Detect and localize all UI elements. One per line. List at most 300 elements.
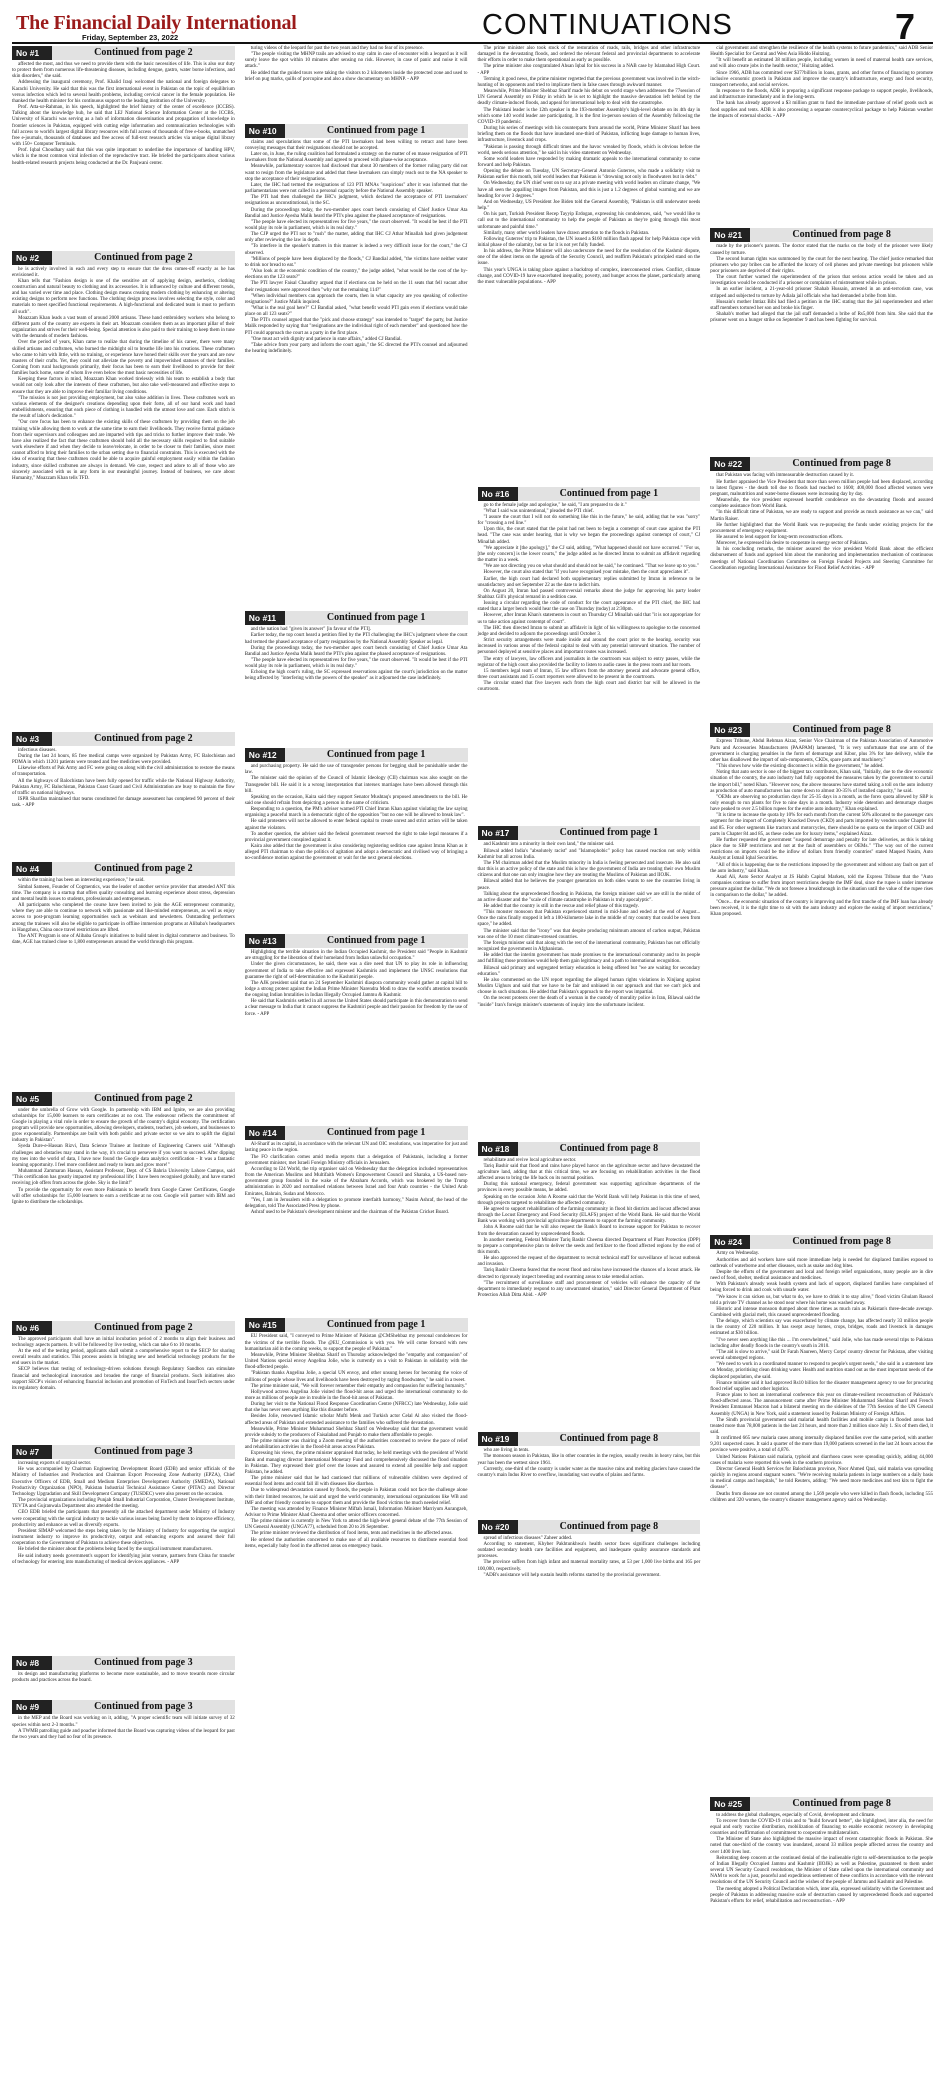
paragraph: He assured to lend support for long-term reconstruction efforts. bbox=[716, 535, 843, 540]
continuation-story bbox=[478, 1432, 701, 1516]
section-title: CONTINUATIONS bbox=[482, 9, 733, 41]
paragraph: He said protesters will not be allowed to enter federal capital to create unrest and strict action will be taken against the violators. bbox=[244, 819, 468, 831]
story-body bbox=[710, 46, 933, 224]
continuation-story bbox=[478, 487, 701, 823]
paragraph: Noting that auto sector is one of the biggest tax contributors, Khan said, "Initially, due to the dire economic situation of the country, the auto industry had fully supported the measures taken by the government to curtail the import bill," noted Khan. "However now, the above measures have started taking a toll on the auto industry as production of auto manufacturers has come down to almost 30-35% of installed capacity," he said. bbox=[710, 770, 933, 794]
story-number: No #14 bbox=[245, 1126, 285, 1140]
continued-from-label: Continued from page 8 bbox=[518, 1520, 701, 1534]
paragraph: In an earlier incident, a 21-year-old prisoner Shahab Hussain, arrested in an anti-terrorism case, was stripped and subjected to torture by Adiala jail officials who had demanded a bribe from him. bbox=[710, 287, 933, 299]
paragraph: Despite the efforts of the government and local and foreign relief organisations, many people are in dire need of food, shelter, medical assistance and medicines. bbox=[710, 1269, 933, 1282]
continuation-story bbox=[12, 251, 235, 728]
paragraph: With Pakistan's already weak health system and lack of support, displaced families have complained of being forced to drink and cook with unsafe water. bbox=[710, 1282, 933, 1294]
paragraph: CEO EDB briefed the participants that presently all the attached department under Ministry of Industry were cooperating with the surgical industry to tackle various issues being faced by them to improve efficiency, productivity and enhance as well as diversify exports. bbox=[12, 1510, 235, 1528]
story-number: No #3 bbox=[12, 732, 52, 746]
story-header bbox=[12, 1700, 235, 1714]
story-body bbox=[245, 764, 468, 930]
paragraph: "Once... the economic situation of the country is improving and the first tranche of the IMF loan has already been received, it is the right time to sit with the auto industry and explore the easing of import restrictions," Khan proposed. bbox=[710, 899, 933, 917]
story-number: No #23 bbox=[710, 723, 750, 737]
masthead bbox=[12, 6, 933, 47]
paragraph: He added that the interim government has made promises to the international community and to its people and fulfilling those promises would help them gain legitimacy and a path to international recognition. bbox=[477, 953, 701, 965]
paragraph: To another question, the adviser said the federal government reserved the right to take legal measures if a provincial government conspired against it. bbox=[244, 831, 468, 843]
paragraph: "We appreciate it [the apology]," the CJ said, adding, "What happened should not have occurred." "For us, [the only concern] is the lower courts," the judge added as he directed Imran to submit an affidavit regarding the matter in a week. bbox=[477, 545, 701, 564]
paragraph: Echoing the high court's ruling, the SC expressed reservations against the court's jurisdiction on the matter being affected by "interfering with the powers of the speaker" as it adjourned the case indefinitely. bbox=[244, 670, 468, 682]
paragraph: "This monster monsoon that Pakistan experienced started in mid-June and ended at the end of August... Once the rains finally stopped it left a 100-kilometre lake in the middle of my country that could be seen from space," he added. bbox=[477, 910, 701, 928]
paragraph: increasing exports of surgical sector. bbox=[18, 1461, 92, 1467]
paragraph: "We know it can sicken us, but what to do, we have to drink it to stay alive," flood victim Ghulam Rasool told a private TV channel as he stood near where his home was washed away. bbox=[710, 1294, 933, 1306]
story-number: No #2 bbox=[12, 251, 52, 265]
continuation-story bbox=[478, 46, 701, 483]
paragraph: Keeping these factors in mind, Moazzam Khan worked tirelessly with his team to establish a body that would not only look after the interests of these craftsmen, but also take well-measured and effective steps to ensure that they are able to improve their familiar living conditions. bbox=[12, 377, 235, 395]
paragraph: He briefed the minister about the problems being faced by the surgical instrument manufacturers. bbox=[18, 1547, 213, 1553]
paragraph: Some world leaders have responded by making dramatic appeals to the international community to come forward and help Pakistan. bbox=[477, 156, 701, 168]
continuation-story bbox=[710, 228, 933, 453]
continued-from-label: Continued from page 8 bbox=[750, 723, 933, 737]
paragraph: Meanwhile, Prime Minister Shehbaz Sharif on Thursday acknowledged the "empathy and compassion" of United Nations special envoy Angelina Jolie, who is currently on a visit to Pakistan in solidarity with the flood-affected people. bbox=[244, 1352, 468, 1371]
continuation-story bbox=[478, 826, 701, 1137]
paragraph: Bilawal said primary and segregated tertiary education is being offered but "we are waiting for secondary education." bbox=[477, 965, 701, 977]
continuation-story bbox=[12, 46, 235, 247]
continued-from-label: Continued from page 8 bbox=[750, 1797, 933, 1811]
paragraph: The monsoon season in Pakistan, like in other countries in the region, usually results in heavy rains, but this year has been the wettest since 1961. bbox=[477, 1454, 701, 1466]
paragraph: Talking about the unprecedented flooding in Pakistan, the foreign minister said we are still in the midst of an active disaster and the "scale of climate catastrophe in Pakistan is truly apocalyptic". bbox=[477, 891, 701, 903]
paragraph: On August 20, Imran had passed controversial remarks about the judge for approving his party leader Shahbaz Gill's physical remand in a sedition case. bbox=[477, 588, 701, 600]
story-header bbox=[710, 723, 933, 737]
paragraph: "The people have elected its representatives for five years," the court observed. "It would be best if the PTI would play its role in parliament, which is its real duty." bbox=[244, 219, 468, 231]
paragraph: The FO clarification comes amid media reports that a delegation of Pakistanis, including a former government minister, met Israeli Foreign Ministry officials in Jerusalem. bbox=[244, 1154, 468, 1166]
paragraph: The foreign minister said that along with the rest of the international community, Pakistan has not officially recognized the government in Afghanistan. bbox=[477, 940, 701, 953]
story-header bbox=[12, 1656, 235, 1670]
continued-from-label: Continued from page 8 bbox=[518, 1432, 701, 1446]
paragraph: "OEMs are observing no production days for 25-35 days in a month, as the forex quota allowed by SBP is only enough to run plants for five to nine days in a month. Industry wide detention and demurrage charges have peaked to over 2.5 billion rupees for the entire auto industry," Khan explained. bbox=[710, 794, 933, 813]
paragraph: He was accompanied by Chairman Engineering Development Board (EDB) and senior officials of the Ministry of Industries and Production and Chairman Export Processing Zone Authority (EPZA), Chief Executive Officers of EDB, Small and Medium Enterprises Development Authority (SMEDA), National Productivity Organization (NPO), Pakistan Industrial Technical Assistance Center (PITAC) and Director Technology Upgradation and Skill Development Company (TUSDEC) were also present on the occasion. bbox=[12, 1467, 235, 1497]
continued-from-label: Continued from page 3 bbox=[52, 1656, 235, 1670]
continued-from-label: Continued from page 2 bbox=[52, 1321, 235, 1335]
story-number: No #25 bbox=[710, 1797, 750, 1811]
paragraph: In another meeting, Federal Minister Tariq Bashir Cheema directed Department of Plant Protection (DPP) to prepare a comprehensive plan to deliver the seeds and fertilizer to the flood affected regions by the end of this month. bbox=[477, 1237, 701, 1255]
story-header bbox=[12, 1092, 235, 1106]
newspaper-title: The Financial Daily International bbox=[16, 12, 297, 34]
paragraph: "When individual members can approach the courts, then in what capacity are you speaking of collective resignations?" Justice Malik inquired. bbox=[244, 293, 468, 305]
paragraph: its design and manufacturing platforms to become more sustainable, and to move towards more circular products and practices across the board. bbox=[12, 1671, 235, 1683]
paragraph: Muhammad Zammaran Hassan, Assistant Professor, Dept. of CS Bahria University Lahore Campus, said "This certification has greatly impacted my professional life; I have been recognised globally, and have started receiving job offers from across the globe. Sky is the limit!" bbox=[12, 1169, 235, 1187]
paragraph: The meeting adopted a Political Declaration which, inter alia, expressed solidarity with the Government and people of Pakistan in addressing massive scale of destruction caused by unprecedented floods and supported Pakistan's efforts for relief, rehabilitation and reconstruction. - APP bbox=[710, 1886, 933, 1904]
story-body bbox=[478, 503, 701, 823]
paragraph: President SIMAP welcomed the steps being taken by the Ministry of Industry for supporting the surgical instrument industry to improve its productivity, output and enhancing exports and assured their full cooperation to the Government of Pakistan to achieve these objectives. bbox=[12, 1528, 235, 1547]
paragraph: turing videos of the leopard for past the two years and they had no fear of its presence. bbox=[250, 46, 424, 51]
story-header bbox=[710, 457, 933, 471]
paragraph: The entry of lawyers, law officers and journalists in the courtroom was subject to entry passes, while the registrar of the high court also provided the facility to listen to audio cases in the press room and bar room. bbox=[477, 656, 701, 668]
paragraph: Tariq Bashir Cheema feared that the recent flood and rains have increased the chances of a locust attack. He directed to rigorously inspect breeding and swarming areas to take remedial action. bbox=[477, 1268, 701, 1280]
story-header bbox=[478, 1142, 701, 1156]
story-number: No #11 bbox=[245, 611, 285, 625]
paragraph: The Minister of State also highlighted the massive impact of recent catastrophic floods in Pakistan. She noted that one-third of the country was inundated, around 33 million people affected across the country and over 1400 lives lost. bbox=[710, 1837, 933, 1855]
paragraph: Khan tells that "Fashion design is one of the sensitive art of applying design, aesthetics, clothing construction and natural beauty to clothing and its accessories. It is influenced by culture and different trends, and has varied over time and place. Clothing design means creating modern clothing by enhancing or altering existing designs to perform new functions. The clothing design process involves selecting the style, color and materials to meet specified functional requirements. A high-functional and dedicated team is must to perform all such". bbox=[12, 278, 235, 315]
story-header bbox=[710, 1797, 933, 1811]
paragraph: To provide the opportunity for even more Pakistanis to benefit from Google Career Certificates, Google will offer scholarships for 15,000 learners to earn a certificate at no cost. Google will partner with IBM and Ignite to distribute the scholarships. bbox=[12, 1187, 235, 1205]
story-header bbox=[12, 732, 235, 746]
continued-from-label: Continued from page 8 bbox=[750, 457, 933, 471]
story-body bbox=[12, 1672, 235, 1697]
story-number: No #6 bbox=[12, 1321, 52, 1335]
paragraph: "I assure the court that I will not do something like this in the future," he said, adding that he was "sorry" for "crossing a red line." bbox=[477, 514, 701, 527]
paragraph: Prof. Iqbal Choudhary said that this was quite important to underline the importance of handling HPV, which is the most common viral infection of the reproductive tract. He briefed the participants about various health-related research projects being conducted at the Dr. Panjwani center. bbox=[12, 148, 235, 166]
story-body bbox=[478, 1158, 701, 1429]
story-number: No #15 bbox=[245, 1318, 285, 1332]
story-header bbox=[245, 124, 468, 138]
paragraph: He further requested the government "suspend demurrage and penalty for late deliveries, as this is taking place due to SBP restrictions and not at the fault of assemblers or OEMs." "The way out of the current restrictions on imports could be the inflow of dollars from friendly countries" stated Maqsed Nasim, Auto Analyst at Ismail Iqbal Securities. bbox=[710, 837, 933, 862]
paragraph: "The people visiting the MHNP trails are advised to stay calm in case of encounter with a leopard as it will surely leave the spot within 10 minutes after sensing no risk. However, in case of panic and noise it will attack." bbox=[244, 52, 468, 70]
continuation-story bbox=[245, 748, 468, 930]
paragraph: Deaths from disease are not counted among the 1,569 people who were killed in flash floods, including 555 children and 320 women, the country's disaster management agency said on Wednesday. bbox=[710, 1491, 933, 1503]
paragraph: The Pakistani leader is the 12th speaker in the 193-member Assembly's high-level debate on its 4th day in which some 140 world leader are participating. It is the first in-person session of the Assembly following the COVID-19 pandemic. bbox=[477, 107, 701, 125]
continuation-story bbox=[710, 1797, 933, 2096]
paragraph: "The mission is not just providing employment, but also value addition in lives. These craftsmen work on various elements of the designer's creations depending upon their forte, all of our hand work and hand embellishments, ensuring that each piece of clothing is handled with the utmost love and care. Each stitch is the result of labor's dedication." bbox=[12, 395, 235, 420]
paragraph: Express Tribune, Abdul Rehman Aizaz, Senior Vice Chairman of the Pakistan Association of Automotive Parts and Accessories Manufacturers (PAAPAM) lamented, "It is very unfortunate that one arm of the government is charging penalties in the form of demurrage and Kibor, plus 3% for late delivery, while the other has disallowed the import of sub-components, CKDs, spare parts and machinery." bbox=[710, 739, 933, 763]
story-number: No #5 bbox=[12, 1092, 52, 1106]
paragraph: Earlier, the high court had declared both supplementary replies submitted by Imran in reference to be unsatisfactory and set September 22 as the date to indict him. bbox=[477, 576, 701, 588]
paragraph: During the last 24 hours, 85 free medical camps were organized by Pakistan Army, FC Balochistan and PDMA in which 11201 patients were treated and free medicines were provided. bbox=[12, 753, 235, 766]
continuation-story bbox=[710, 1235, 933, 1792]
paragraph: The ANT Program is one of Alibaba Group's initiatives to build talent in digital commerce and business. To date, AGE has trained close to 1,800 entrepreneurs around the world through this program. bbox=[12, 933, 235, 945]
paragraph: Later, the IHC had termed the resignations of 123 PTI MNAs "suspicious" after it was informed that the parliamentarians were not called in a personal capacity before the National Assembly speaker. bbox=[244, 182, 468, 195]
paragraph: And on Wednesday, US President Joe Biden told the General Assembly, "Pakistan is still underwater needs help." bbox=[477, 199, 701, 212]
column-2 bbox=[245, 46, 468, 2100]
continued-from-label: Continued from page 3 bbox=[52, 1445, 235, 1459]
paragraph: To recover from the COVID-19 crisis and to "build forward better", she highlighted, inter alia, the need for equal and early vaccine distribution, mobilization of financing to enable economic recovery in developing countries and reaffirmation of commitment to cooperative multilateralism. bbox=[710, 1818, 933, 1837]
paragraph: Hussain's mother Imtiaz Bibi had filed a petition in the IHC stating that the jail superintendent and other staff members tortured her son and broke his finger. bbox=[710, 299, 933, 311]
paragraph: He also approved the request of the department to recruit technical staff for surveillance of locust outbreak and invasion. bbox=[477, 1256, 701, 1268]
story-body bbox=[12, 1108, 235, 1317]
story-body bbox=[245, 46, 468, 120]
story-number: No #4 bbox=[12, 862, 52, 876]
continued-from-label: Continued from page 8 bbox=[518, 1142, 701, 1156]
paragraph: The IHC then directed Imran to submit an affidavit in light of his willingness to apologise to the concerned judge and decided to adjourn the proceedings until October 3. bbox=[477, 625, 701, 637]
paragraph: "To interfere in the speaker's matters in this manner is indeed a very difficult issue for the court," the CJ observed. bbox=[244, 244, 468, 256]
continuation-story bbox=[710, 457, 933, 719]
continued-from-label: Continued from page 1 bbox=[285, 1318, 468, 1332]
paragraph: Due to widespread devastation caused by floods, the people in Pakistan could not face the challenge alone with their limited resources, he said and urged the world community, international organizations like WB and IMF and other friendly countries to support them and provide the flood victims the much needed relief. bbox=[244, 1488, 468, 1506]
story-body bbox=[12, 267, 235, 728]
paragraph: Meanwhile, Prime Minister Muhammad Shehbaz Sharif on Wednesday said that the government would provide subsidy to the producers of Faisalabad and Punjab to make them affordable to people. bbox=[244, 1426, 468, 1438]
paragraph: The second human rights was summoned by the court for the next hearing. The chief justice remarked that prisoners who pay bribes can be afforded the luxury of cell phones and private meetings but prisoners while poor prisoners are deprived of their rights. bbox=[710, 256, 933, 274]
story-body bbox=[478, 46, 701, 483]
paragraph: "What I said was unintentional," pleaded the PTI chief. bbox=[483, 508, 594, 514]
paragraph: Responding to a question, the PM's adviser warned PTI Chief Imran Khan against violating the law saying organising a peaceful march in a democratic right of the opposition "but no one will be allowed to break law". bbox=[244, 807, 468, 819]
continued-from-label: Continued from page 1 bbox=[285, 124, 468, 138]
paragraph: However, after Imran Khan's statements in court on Thursday CJ Minallah said that "it is not appropriate for us to take action against contempt of court". bbox=[477, 613, 701, 625]
paragraph: in the MEP and the Board was working on it, adding, "A proper scientific team will initiate survey of 32 species within next 2-3 months." bbox=[12, 1716, 235, 1728]
paragraph: Strict security arrangements were made inside and around the court prior to the hearing. security was increased in various areas of the federal capital to deal with any potential untoward situation. The number of personnel deployed at sensitive places and important routes was increased. bbox=[477, 638, 701, 656]
paragraph: Al-Sharif as its capital, in accordance with the relevant UN and OIC resolutions, was imperative for just and lasting peace in the region. bbox=[244, 1142, 468, 1154]
story-number: No #13 bbox=[245, 934, 285, 948]
story-number: No #10 bbox=[245, 124, 285, 138]
paragraph: A TWMB patrolling guide and poacher informed that the Board was capturing videos of the leopard for past the two years and they had no fear of its presence. bbox=[12, 1728, 235, 1740]
story-body bbox=[12, 1461, 235, 1652]
story-body bbox=[12, 1716, 235, 1741]
story-header bbox=[12, 1445, 235, 1459]
story-body bbox=[245, 950, 468, 1122]
paragraph: and Kashmir into a minority in their own land," the minister said. bbox=[483, 842, 615, 848]
paragraph: The FM chairman added that the Muslim minority in India is feeling persecuted and insecure. He also said that this is an active policy of the state and this is how the government of India are treating their own Muslim citizens and that one can only imagine how they are treating the Muslims of Pakistan and IIOJK. bbox=[477, 860, 701, 879]
paragraph: Since 1966, ADB has committed over $37?billion in loans, grants, and other forms of financing to promote inclusive economic growth in Pakistan and improve the country's infrastructure, energy and food security, transport networks, and social services. bbox=[710, 70, 933, 88]
paragraph: "Pakistan thanks Angelina Jolie, a special UN envoy, and other unsung heroes for becoming the voice of millions of people whose lives and livelihoods have been destroyed by raging floodwaters," he said in a tweet. bbox=[244, 1371, 468, 1383]
paragraph: cial government and strengthen the resilience of the health systems to future pandemics," said ADB Senior Health Specialist for Central and West Asia Hiddo Huitzing. bbox=[710, 46, 933, 58]
paragraph: "It will benefit an estimated 38 million people, including women in need of maternal health care services, and will also create jobs in the health sector," Huitzing added. bbox=[710, 58, 933, 70]
paragraph: Army on Wednesday. bbox=[716, 1251, 760, 1257]
paragraph: All participants who completed the course have been invited to join the AGE entrepreneur community, where they are able to continue to network with passionate and like-minded entrepreneurs, as well as enjoy access to post-program learning opportunities such as webinars and newsletters. Outstanding performers among the trainees will also be eligible to participate in offline immersion programs at Alibaba's headquarters in Hangzhou, China once travel restrictions are lifted. bbox=[12, 903, 235, 933]
story-body bbox=[478, 1536, 701, 1622]
paragraph: The PTI lawyer Faisal Chaudhry argued that if elections can be held on the 11 seats that fell vacant after their resignations were approved then "why not the remaining 114?" bbox=[244, 281, 468, 293]
paragraph: During her visit to the National Flood Response Coordination Centre (NFRCC) late Wednesday, Jolie said that she has never seen anything like this disaster before. bbox=[244, 1402, 468, 1414]
continuation-story bbox=[245, 46, 468, 120]
paragraph: He further highlighted that the World Bank was re-purposing the funds under existing projects for the procurement of emergency equipment. bbox=[710, 522, 933, 534]
paragraph: "ADB's assistance will help sustain health reforms started by the provincial government. bbox=[483, 1572, 661, 1578]
paragraph: The prime minister is currently in New York to attend the high-level general debate of the 77th Session of UN General Assembly (UNGA77), scheduled from 20 to 26 September. bbox=[244, 1519, 468, 1531]
paragraph: On his part, Turkish President Recep Tayyip Erdogan, expressing his condolences, said, "we would like to call out to the international community to help the people of Pakistan as they're going through this most unfortunate and painful time." bbox=[477, 212, 701, 230]
paragraph: Expressing his views, the prime minister appraised that today, he held meetings with the president of World Bank and managing director International Monetary Fund and comprehensively discussed the flood situation in Pakistan. They expressed their grief over the losses and assured to extend all possible help and support Pakistan, he added. bbox=[244, 1451, 468, 1475]
paragraph: The minister said the opinion of the Council of Islamic Ideology (CII) chairman was also sought on the Transgender bill. He said it is a wrong interpretation that intersex marriages have been allowed through this bill. bbox=[244, 776, 468, 794]
story-header bbox=[12, 862, 235, 876]
story-body bbox=[12, 1337, 235, 1442]
continued-from-label: Continued from page 2 bbox=[52, 1092, 235, 1106]
paragraph: This year's UNGA is taking place against a backdrop of complex, interconnected crises. Conflict, climate change, and COVID-19 have exacerbated inequality, poverty, and hunger across the planet, particularly among the most vulnerable populations. - APP bbox=[477, 267, 701, 285]
paragraph: Kaira also added that the government is also considering registering sedition case against Imran Khan as it alleged PTI chairman to shun the politics of agitation and adopt a democratic and civilised way of bringing a no-confidence motion against the government or wait for the next general elections. bbox=[244, 844, 468, 862]
paragraph: The provincial organizations including Punjab Small Industrial Corporation, Cluster Development Institute, TEVTA and Gujranwala Department also attended the meeting. bbox=[12, 1498, 235, 1510]
story-body bbox=[245, 1142, 468, 1314]
paragraph: He also commented on the UN report regarding the alleged human rights violations in Xinjiang against Muslim Uighurs and said that we have to be fair and unbiased in our approach and that we can't pick and choose in such situations. He added that Pakistan's approach to the report was impartial. bbox=[477, 977, 701, 996]
paragraph: Authorities and aid workers have said more immediate help is needed for displaced families exposed to outbreak of waterborne and other diseases, such as snake and dog bites. bbox=[710, 1257, 933, 1269]
paragraph: He said industry needs government's support for identifying joint venture, partners from China for transfer of technology for entering into manufacturing of medical devices appliances. - APP bbox=[12, 1553, 235, 1565]
paragraph: Likewise efforts of Pak Army and FC were going on along with the civil administration to restore the means of transportation. bbox=[12, 766, 235, 778]
paragraph: Tariq Bashir said that flood and rains have played havoc on the agriculture sector and have devastated the agriculture land, adding that at this critical time, we are focusing on rehabilitation activities in the flood affected areas to bring the life back on its normal position. bbox=[477, 1163, 701, 1182]
paragraph: The prime minister reviewed the distribution of food items, tents and medicines in the affected areas. bbox=[250, 1531, 453, 1537]
paragraph: Upon this, the court stated that the point had not been to begin a contempt of court case against the PTI head. "The case was under hearing, that is why we began the proceedings against contempt of court," CJ Minallah added. bbox=[477, 527, 701, 545]
paragraph: During his series of meetings with his counterparts from around the world, Prime Minister Sharif has been briefing them on the floods that have inundated one-third of Pakistan, inflicting huge damage to human lives, infrastructure, livestock and crops. bbox=[477, 126, 701, 144]
continued-from-label: Continued from page 1 bbox=[285, 934, 468, 948]
story-body bbox=[12, 62, 235, 247]
paragraph: Currently, one-third of the country is under water as the massive rains and melting glaciers have caused the country's main Indus River to overflow, inundating vast swaths of plains and farms. bbox=[477, 1466, 701, 1478]
paragraph: "The people have elected its representatives for five years," the court observed. "It would be best if the PTI would play its role in parliament, which is its real duty." bbox=[244, 657, 468, 670]
paragraph: Meanwhile, Prime Minister Shehbaz Sharif made his debut on world stage when addresses the 77session of UN General Assembly on Friday in which he is set to highlight the massive devastation left behind by the deadly climate-induced floods, and appeal for international help to deal with the catastrophe. bbox=[477, 89, 701, 107]
paragraph: Following Guterres' trip to Pakistan, the UN issued a $160 million flash appeal for help Pakistan cope with initial phase of the calamity, but so far it is not yet fully funded. bbox=[477, 236, 701, 248]
paragraph: According to I24 World, the trip organiser said on Wednesday that the delegation included representatives from the American Muslims and Multifaith Women's Empowerment Council and Sharaka, a US-based non-government group founded in the wake of the Abraham Accords, which was brokered by the Trump administration in 2020 and normalised relations between Israel and four Arab countries - the United Arab Emirates, Bahrain, Sudan and Morocco. bbox=[244, 1166, 468, 1197]
paragraph: and purchasing property. He said the use of transgender persons for begging shall be punishable under the law. bbox=[244, 764, 468, 776]
continuation-story bbox=[12, 1656, 235, 1697]
story-header bbox=[478, 826, 701, 840]
paragraph: Over the period of years, Khan came to realize that during the timeline of his career, there were many skilled artisans and craftsmen, who burned the midnight oil to breathe life into his creations. These craftsmen who came to him with little, with no training, or experience have honed their skills over the years and are now masters of their crafts. Yet, they could not alleviate the poverty and impoverished statuses of their families. Coming from rural backgrounds primarily, their focus has been to earn their livelihood to provide for their families back home, some of whom live even below the most basic necessities of life. bbox=[12, 340, 235, 377]
continuation-story bbox=[245, 934, 468, 1122]
paragraph: and the nation had "given its answer" [in favour of the PTI]. bbox=[250, 627, 371, 633]
continued-from-label: Continued from page 1 bbox=[285, 748, 468, 762]
paragraph: On the recent protests over the death of a woman in the custody of morality police in Iran, Bilawal said the "inside" Iran's foreign minister's statements of inquiry into the unfortunate incident. bbox=[477, 996, 701, 1008]
story-body bbox=[478, 842, 701, 1137]
paragraph: "In this difficult time of Pakistan, we are ready to support and provide as much assistance as we can," said Martin Raiser. bbox=[710, 510, 933, 522]
continuation-story bbox=[12, 1700, 235, 1741]
paragraph: "All of this is happening due to the restrictions imposed by the government and without any fault on part of the auto industry," said Khan. bbox=[710, 862, 933, 874]
paragraph: The prime minister also congratulated Ahsan Iqbal for his success in a NAB case by Islamabad High Court. - APP bbox=[477, 64, 701, 76]
continued-from-label: Continued from page 1 bbox=[285, 1126, 468, 1140]
paragraph: Highlighting the terrible situation in the Indian Occupied Kashmir, the President said "People in Kashmir are struggling for the liberation of their homeland from Indian unlawful occupation." bbox=[244, 950, 468, 962]
paragraph: "What is the real goal here?" CJ Bandial asked, "what benefit would PTI gain even if elections would take place on all 123 seats?" bbox=[244, 306, 468, 318]
story-number: No #8 bbox=[12, 1656, 52, 1670]
continuation-story bbox=[12, 862, 235, 1087]
paragraph: "Yes, I am in Jerusalem with a delegation to promote interfaith harmony," Nasim Ashraf, the head of the delegation, told The Associated Press by phone. bbox=[244, 1197, 468, 1209]
paragraph: "I've never seen anything like this ... I'm overwhelmed," said Jolie, who has made several trips to Pakistan including after deadly floods in the country's south in 2010. bbox=[710, 1337, 933, 1349]
paragraph: The meeting was attended by Finance Minister Miftah Ismail, Information Minister Marriyum Aurangzeb, Advisor to Prime Minister Ahad Cheema and other senior officers concerned. bbox=[244, 1506, 468, 1518]
story-header bbox=[478, 1432, 701, 1446]
story-header bbox=[710, 1235, 933, 1249]
paragraph: within the training has been an interesting experience," he said. bbox=[18, 878, 145, 884]
paragraph: ISPR Sharifan maintained that teams constituted for damage assessment has completed 90 percent of their task. - APP bbox=[12, 797, 235, 809]
paragraph: Shahab's mother had alleged that the jail staff demanded a bribe of Rs5,000 from him. She said that the prisoner went on a hunger strike on September 9 and has been fighting for survival. bbox=[710, 312, 933, 324]
story-body bbox=[245, 627, 468, 744]
continued-from-label: Continued from page 2 bbox=[52, 732, 235, 746]
continued-from-label: Continued from page 8 bbox=[750, 1235, 933, 1249]
paragraph: John A Roome said that he will also request the Bank's Board to increase support for Pakistan to recover from the devastation caused by unprecedented floods. bbox=[477, 1225, 701, 1237]
story-number: No #22 bbox=[710, 457, 750, 471]
paragraph: Addressing the inaugural ceremony, Prof. Khalid Iraqi welcomed the national and foreign delegates to Karachi University. He said that this was the first international event in Pakistan on the topic of equilibrium versus infection which led to several health problems, including cervical cancer in the female population. He thanked the health minister for his continuous support to the leading institution of the University. bbox=[12, 80, 235, 104]
paragraph: In his address, the Prime Minister will also underscore the need for the resolution of the Kashmir dispute, one of the oldest items on the agenda of the Security Council, and reaffirm Pakistan's principled stand on the issue. bbox=[477, 249, 701, 267]
paragraph: Asad Ali, Auto Sector Analyst at JS Habib Capital Markets, told the Express Tribune that the "Auto companies continue to suffer from import restrictions despite the IMF deal, since the rupee is under immense pressure against the dollar. "We do not foresee a breakthrough in the situation until the value of the rupee rises in comparison to the dollar," he added. bbox=[710, 874, 933, 899]
paragraph: "This shows how wide the existing disconnect is within the government," he added. bbox=[716, 764, 884, 770]
paragraph: Speaking on the occasion John A Roome said that the World Bank will help Pakistan in this time of need, through projects targeted to rehabilitate the affected community. bbox=[477, 1194, 701, 1206]
story-number: No #24 bbox=[710, 1235, 750, 1249]
continuation-story bbox=[710, 723, 933, 1231]
paragraph: "Pakistan is passing through difficult times and the havoc wreaked by floods, which is obvious before the world, needs serious attention," he said in his video statement on Wednesday. bbox=[477, 144, 701, 156]
story-header bbox=[12, 46, 235, 60]
story-header bbox=[12, 1321, 235, 1335]
paragraph: United Nations Pakistan said malaria, typhoid and diarrhoea cases were spreading quickly, adding 44,000 cases of malaria were reported this week in the southern province. bbox=[710, 1454, 933, 1466]
continuation-story bbox=[12, 1321, 235, 1442]
continuation-story bbox=[245, 611, 468, 744]
paragraph: During the proceedings today, the two-member apex court bench consisting of Chief Justice Umar Ata Bandial and Justice Ayesha Malik heard the PTI's plea against the phased acceptance of resignations. bbox=[244, 645, 468, 657]
paragraph: The prime minister said, "We will forever remember their empathy and compassion for suffering humanity." bbox=[250, 1383, 468, 1389]
story-header bbox=[245, 934, 468, 948]
story-number: No #16 bbox=[478, 487, 518, 501]
paragraph: The prime minister said that he had cautioned that millions of vulnerable children were deprived of essential food items and could fall ill with diseases like diarrhea. bbox=[244, 1476, 468, 1488]
story-header bbox=[245, 1318, 468, 1332]
paragraph: The Sindh provincial government said malarial health facilities and mobile camps in flooded areas had treated more than 78,000 patients in the last 24 hours, and more than 2 million since July 1. Six of them died, it said. bbox=[710, 1417, 933, 1435]
paragraph: EU President said, "I conveyed to Prime Minister of Pakistan @CMShehbaz my personal condolences for the victims of the terrible floods. The @EU_Commission is with you. We will come forward with new humanitarian aid in the coming weeks, to support the people of Pakistan." bbox=[244, 1334, 468, 1352]
paragraph: According to statement, Khyber Pakhtunkhwa's health sector faces significant challenges including outdated secondary health care facilities and equipment, and inadequate quality assurance standards and processes. bbox=[477, 1542, 701, 1560]
page-number: 7 bbox=[894, 6, 915, 47]
paragraph: "The aid is slow to arrive," said Dr Farah Naureen, Mercy Corps' country director for Pakistan, after visiting several submerged regions. bbox=[710, 1349, 933, 1362]
story-header bbox=[245, 611, 468, 625]
paragraph: However, the court also stated that "if you have recognised your mistake, then the court appreciates it". bbox=[483, 570, 690, 576]
continuation-story bbox=[478, 1520, 701, 1622]
paragraph: to address the global challenges, especially of Covid, development and climate. bbox=[716, 1812, 876, 1818]
paragraph: On Wednesday, the UN chief went on to say at a private meeting with world leaders on climate change, "We have all seen the appalling images from Pakistan, and this is just a 1.2 degrees of global warming and we are heading for over 3 degrees." bbox=[477, 181, 701, 199]
paragraph: "We are not directing you on what should and should not be said," he continued. "That we leave up to you." bbox=[483, 564, 699, 570]
continuation-story bbox=[12, 732, 235, 859]
paragraph: Under the given circumstances, he said, there was a dire need that UN to play its role in influencing government of India to take effective and expressed Kashmiris and implement the UNSC resolutions that guarantee the right of self-determination to the Kashmiri people. bbox=[244, 962, 468, 980]
paragraph: Terming it good news, the prime minister regretted that the previous government was involved in the witch-hunting of its opponents and tried to implicate them in false cases through awkward manner. bbox=[477, 76, 701, 88]
paragraph: It confirmed 665 new malaria cases among internally displaced families over the same period, with another 9,201 suspected cases. It said a quarter of the more than 19,000 patients screened in the last 24 hours across the province were positive, a total of 4,876. bbox=[710, 1436, 933, 1454]
story-number: No #7 bbox=[12, 1445, 52, 1459]
paragraph: He added that the guided tours were taking the visitors to 2 kilometers inside the protected zone and used to brief on pug marks, quills of porcupine and also a show documentary on MHNP. - APP bbox=[244, 70, 468, 82]
paragraph: Finance minister said it had approved Rs10 billion for the disaster management agency to use for procuring flood relief supplies and other logistics. bbox=[710, 1380, 933, 1392]
continued-from-label: Continued from page 3 bbox=[52, 1700, 235, 1714]
continuation-story bbox=[478, 1142, 701, 1429]
continuation-story bbox=[245, 124, 468, 607]
paragraph: Issuing a circular regarding the code of conduct for the court appearance of the PTI chief, the IHC had stated that a larger bench would hear the case on Thursday (today) at 2:30pm. bbox=[477, 601, 701, 613]
paragraph: At the end of the testing period, applicants shall submit a comprehensive report to the SECP for sharing overall results and statistics. This process assists in bringing new and beneficial technology products for the end users in the market. bbox=[12, 1348, 235, 1367]
paragraph: The PTI's counsel argued that the "pick and choose strategy" was intended to "target" the party, but Justice Malik responded by saying that "resignations are the individual right of each member" and questioned how the PTI could approach the court as a party in the first place. bbox=[244, 318, 468, 336]
paragraph: "We need to work in a coordinated manner to respond to people's urgent needs," she said in a statement late on Monday, prioritising clean drinking water. Health and nutrition stand out as the most important needs of the displaced population, she said. bbox=[710, 1362, 933, 1380]
continued-from-label: Continued from page 1 bbox=[518, 487, 701, 501]
paragraph: "Take advice from your party and inform the court again," the SC directed the PTI's counsel and adjourned the hearing indefinitely. bbox=[244, 342, 468, 355]
paragraph: Syeda Dure-e-Hassan Rizvi, Data Science Trainee at Institute of Engineering Careers said "Although challenges and obstacles may stand in the way, it's crucial to persevere if you want to succeed. After dipping my toes into the world of data, I have now found the Google data analytics certification - It was a fantastic learning opportunity. I feel more confident and ready to learn and grow more!" bbox=[12, 1144, 235, 1168]
paragraph: The court further warned the superintendent of the prison that serious action would be taken and an investigation would be conducted if a prisoner or complaints of mistreatment while in prison. bbox=[710, 275, 933, 287]
paragraph: Earlier today, the top court heard a petition filed by the PTI challenging the IHC's judgment where the court had termed the phased acceptance of party resignations by the National Assembly Speaker as legal. bbox=[244, 633, 468, 645]
paragraph: claims and speculations that some of the PTI lawmakers had been willing to retract and have been conveying messages that their resignations should not be accepted. bbox=[244, 139, 468, 151]
paragraph: "It is time to increase the quota by 10% for each month from the current 50% allocated to the passenger cars segment for the import of Completely Knocked Down (CKD) and parts imported by vendors under Chapter 84 and 85. For other segments like tractors and motorcycles, there should be no quota on the import of CKD and parts in Chapter 84 and 85, as these codes are for luxury items," explained Aizaz. bbox=[710, 813, 933, 837]
paragraph: "The recruitment of surveillance staff and procurement of vehicles will enhance the capacity of the department to immediately respond to any unwarranted situation," said Director General Department of Plant Protection Allah Ditta Abid. - APP bbox=[477, 1280, 701, 1299]
paragraph: Opening the debate on Tuesday, UN Secretary-General Antonio Guterres, who made a solidarity visit to Pakistan earlier this month, told world leaders that Pakistan is "drowning not only in floodwaters but in debt." bbox=[477, 169, 701, 181]
story-body bbox=[245, 140, 468, 607]
paragraph: made by the prisoner's parents. The doctor stated that the marks on the body of the prisoner were likely caused by torture. bbox=[710, 244, 933, 256]
continued-from-label: Continued from page 2 bbox=[52, 862, 235, 876]
story-number: No #9 bbox=[12, 1700, 52, 1714]
paragraph: infectious diseases. bbox=[18, 747, 57, 753]
continued-from-label: Continued from page 2 bbox=[52, 46, 235, 60]
story-header bbox=[12, 251, 235, 265]
paragraph: Reiterating deep concern at the continued denial of the inalienable right to self-determination to the people of Indian Illegally Occupied Jammu and Kashmir (IIOJK) as well as Palestine, guaranteed to them under several UN Security Council resolutions, the Minister of State called upon the international community and NAM to work for a just, peaceful and expeditious settlement of these conflicts in accordance with the relevant resolutions of the UN Security Council and the wishes of the people of Jammu and Kashmir and Palestine. bbox=[710, 1855, 933, 1886]
paragraph: Moazzam Khan leads a vast team of around 2000 artisans. These hand embroidery workers who belong to different parts of the country are experts in their art. Moazzam considers them as an important pillar of their organization and strives for their well-being. Special attention is also paid to their training to keep them in tune with the demands of modern fashions. bbox=[12, 315, 235, 340]
article-columns bbox=[12, 46, 933, 1904]
paragraph: He ordered the authorities concerned to make use of all available resources to distribute essential food items, especially baby food in the affected areas on emergency basis. bbox=[244, 1537, 468, 1549]
issue-date: Friday, September 23, 2022 bbox=[82, 33, 179, 42]
paragraph: go to the female judge and apologise," he said, "I am prepared to do it." bbox=[483, 502, 627, 508]
story-body bbox=[710, 739, 933, 1231]
story-number: No #12 bbox=[245, 748, 285, 762]
story-number: No #1 bbox=[12, 46, 52, 60]
paragraph: SECP believes that testing of technology-driven solutions through Regulatory Sandbox can stimulate financial and technological innovation and broaden the range of financial products. Such initiatives also support SECP's vision of enhancing financial inclusion and promotion of FinTech and InsurTech sectors under its regulatory domain. bbox=[12, 1367, 235, 1391]
paragraph: "One must act with dignity and patience in state affairs," added CJ Bandial. bbox=[250, 336, 402, 342]
paragraph: spread of infectious diseases" Zaheer added. bbox=[483, 1535, 573, 1541]
story-body bbox=[710, 473, 933, 719]
paragraph: Ashraf used to be Pakistan's development minister and the chairman of the Pakistan Cricket Board. bbox=[250, 1209, 449, 1215]
paragraph: Simbal Sameen, Founder of Cogmentics, was the leader of another service provider that attended ANT this time. The company is a startup that offers quality consulting and learning experience about stress, depression and mental health issues to students, professionals and entrepreneurs. bbox=[12, 884, 235, 902]
paragraph: Director General Health Services for Balochistan province, Noor Ahmed Qazi, said malaria was spreading quickly in regions around stagnant waters. "We're receiving malaria patients in large numbers on a daily basis in medical camps and hospitals," he told Reuters, adding: "We need more medicines and test kits to fight the disease". bbox=[710, 1466, 933, 1491]
continued-from-label: Continued from page 8 bbox=[750, 228, 933, 242]
story-number: No #19 bbox=[478, 1432, 518, 1446]
continuation-story bbox=[245, 1126, 468, 1314]
paragraph: He added that the country is still in the rescue and relief phase of this tragedy. bbox=[483, 904, 639, 909]
continued-from-label: Continued from page 2 bbox=[52, 251, 235, 265]
column-4 bbox=[710, 46, 933, 2100]
story-number: No #20 bbox=[478, 1520, 518, 1534]
paragraph: All the highways of Balochistan have been fully opened for traffic while the National Highway Authority, Pakistan Army, FC Balochistan, Pakistan Coast Guard and Civil Administration are busy to maintain the flow of traffic on national highways. bbox=[12, 778, 235, 796]
story-body bbox=[710, 1813, 933, 2096]
story-number: No #18 bbox=[478, 1142, 518, 1156]
story-body bbox=[710, 244, 933, 453]
paragraph: He further appraised the Vice President that more than seven million people had been displaced, according to latest figures - the death toll due to floods had reached to 1600; 400,000 flood affected women were pregnant, malnutrition and water-borne diseases were increasing day by day. bbox=[710, 479, 933, 497]
paragraph: He said that Kashmiris settled in all across the United States should participate in this demonstration to send a clear message to India that it cannot suppress the Kashmiri people and their passion for freedom by the use of force. - APP bbox=[244, 999, 468, 1017]
story-header bbox=[478, 487, 701, 501]
paragraph: Hollywood actress Angelina Jolie visited the flood-hit areas and urged the international community to do more as millions of people are in trouble in the flood-hit areas of Pakistan. bbox=[244, 1389, 468, 1402]
paragraph: Meanwhile, the vice president expressed heartfelt condolence on the devastating floods and assured complete assistance from World Bank. bbox=[710, 498, 933, 510]
paragraph: "Millions of people have been displaced by the floods," CJ Bandial added, "the victims have neither water to drink nor bread to eat." bbox=[244, 256, 468, 268]
paragraph: The CJP urged the PTI not to "rush" the matter, adding that IHC CJ Athar Minallah had given judgement only after reviewing the law in depth. bbox=[244, 232, 468, 244]
paragraph: affected the most, and thus we need to provide them with the basic necessities of life. This is also our duty to protect them from numerous life-threatening diseases, including dengue, gastro, water borne infections, and skin disorders," she said. bbox=[12, 62, 235, 80]
paragraph: The AJK president said that on 24 September Kashmiri diaspora community would gather at capital hill to lodge a strong protest against the Indian Prime Minister Narendra Modi to draw the world's attention towards the ongoing Indian brutalities in Indian Illegally Occupied Jammu & Kashmir. bbox=[244, 980, 468, 999]
paragraph: "Also look at the economic condition of the country," the judge added, "what would be the cost of the by-elections on the 123 seats?" bbox=[244, 269, 468, 281]
story-header bbox=[245, 1126, 468, 1140]
paragraph: Bilawal added India's "absolutely racist" and "Islamophobic" policy has caused reaction not only within Kashmir but all across India. bbox=[477, 848, 701, 860]
story-header bbox=[478, 1520, 701, 1534]
story-body bbox=[478, 1448, 701, 1516]
